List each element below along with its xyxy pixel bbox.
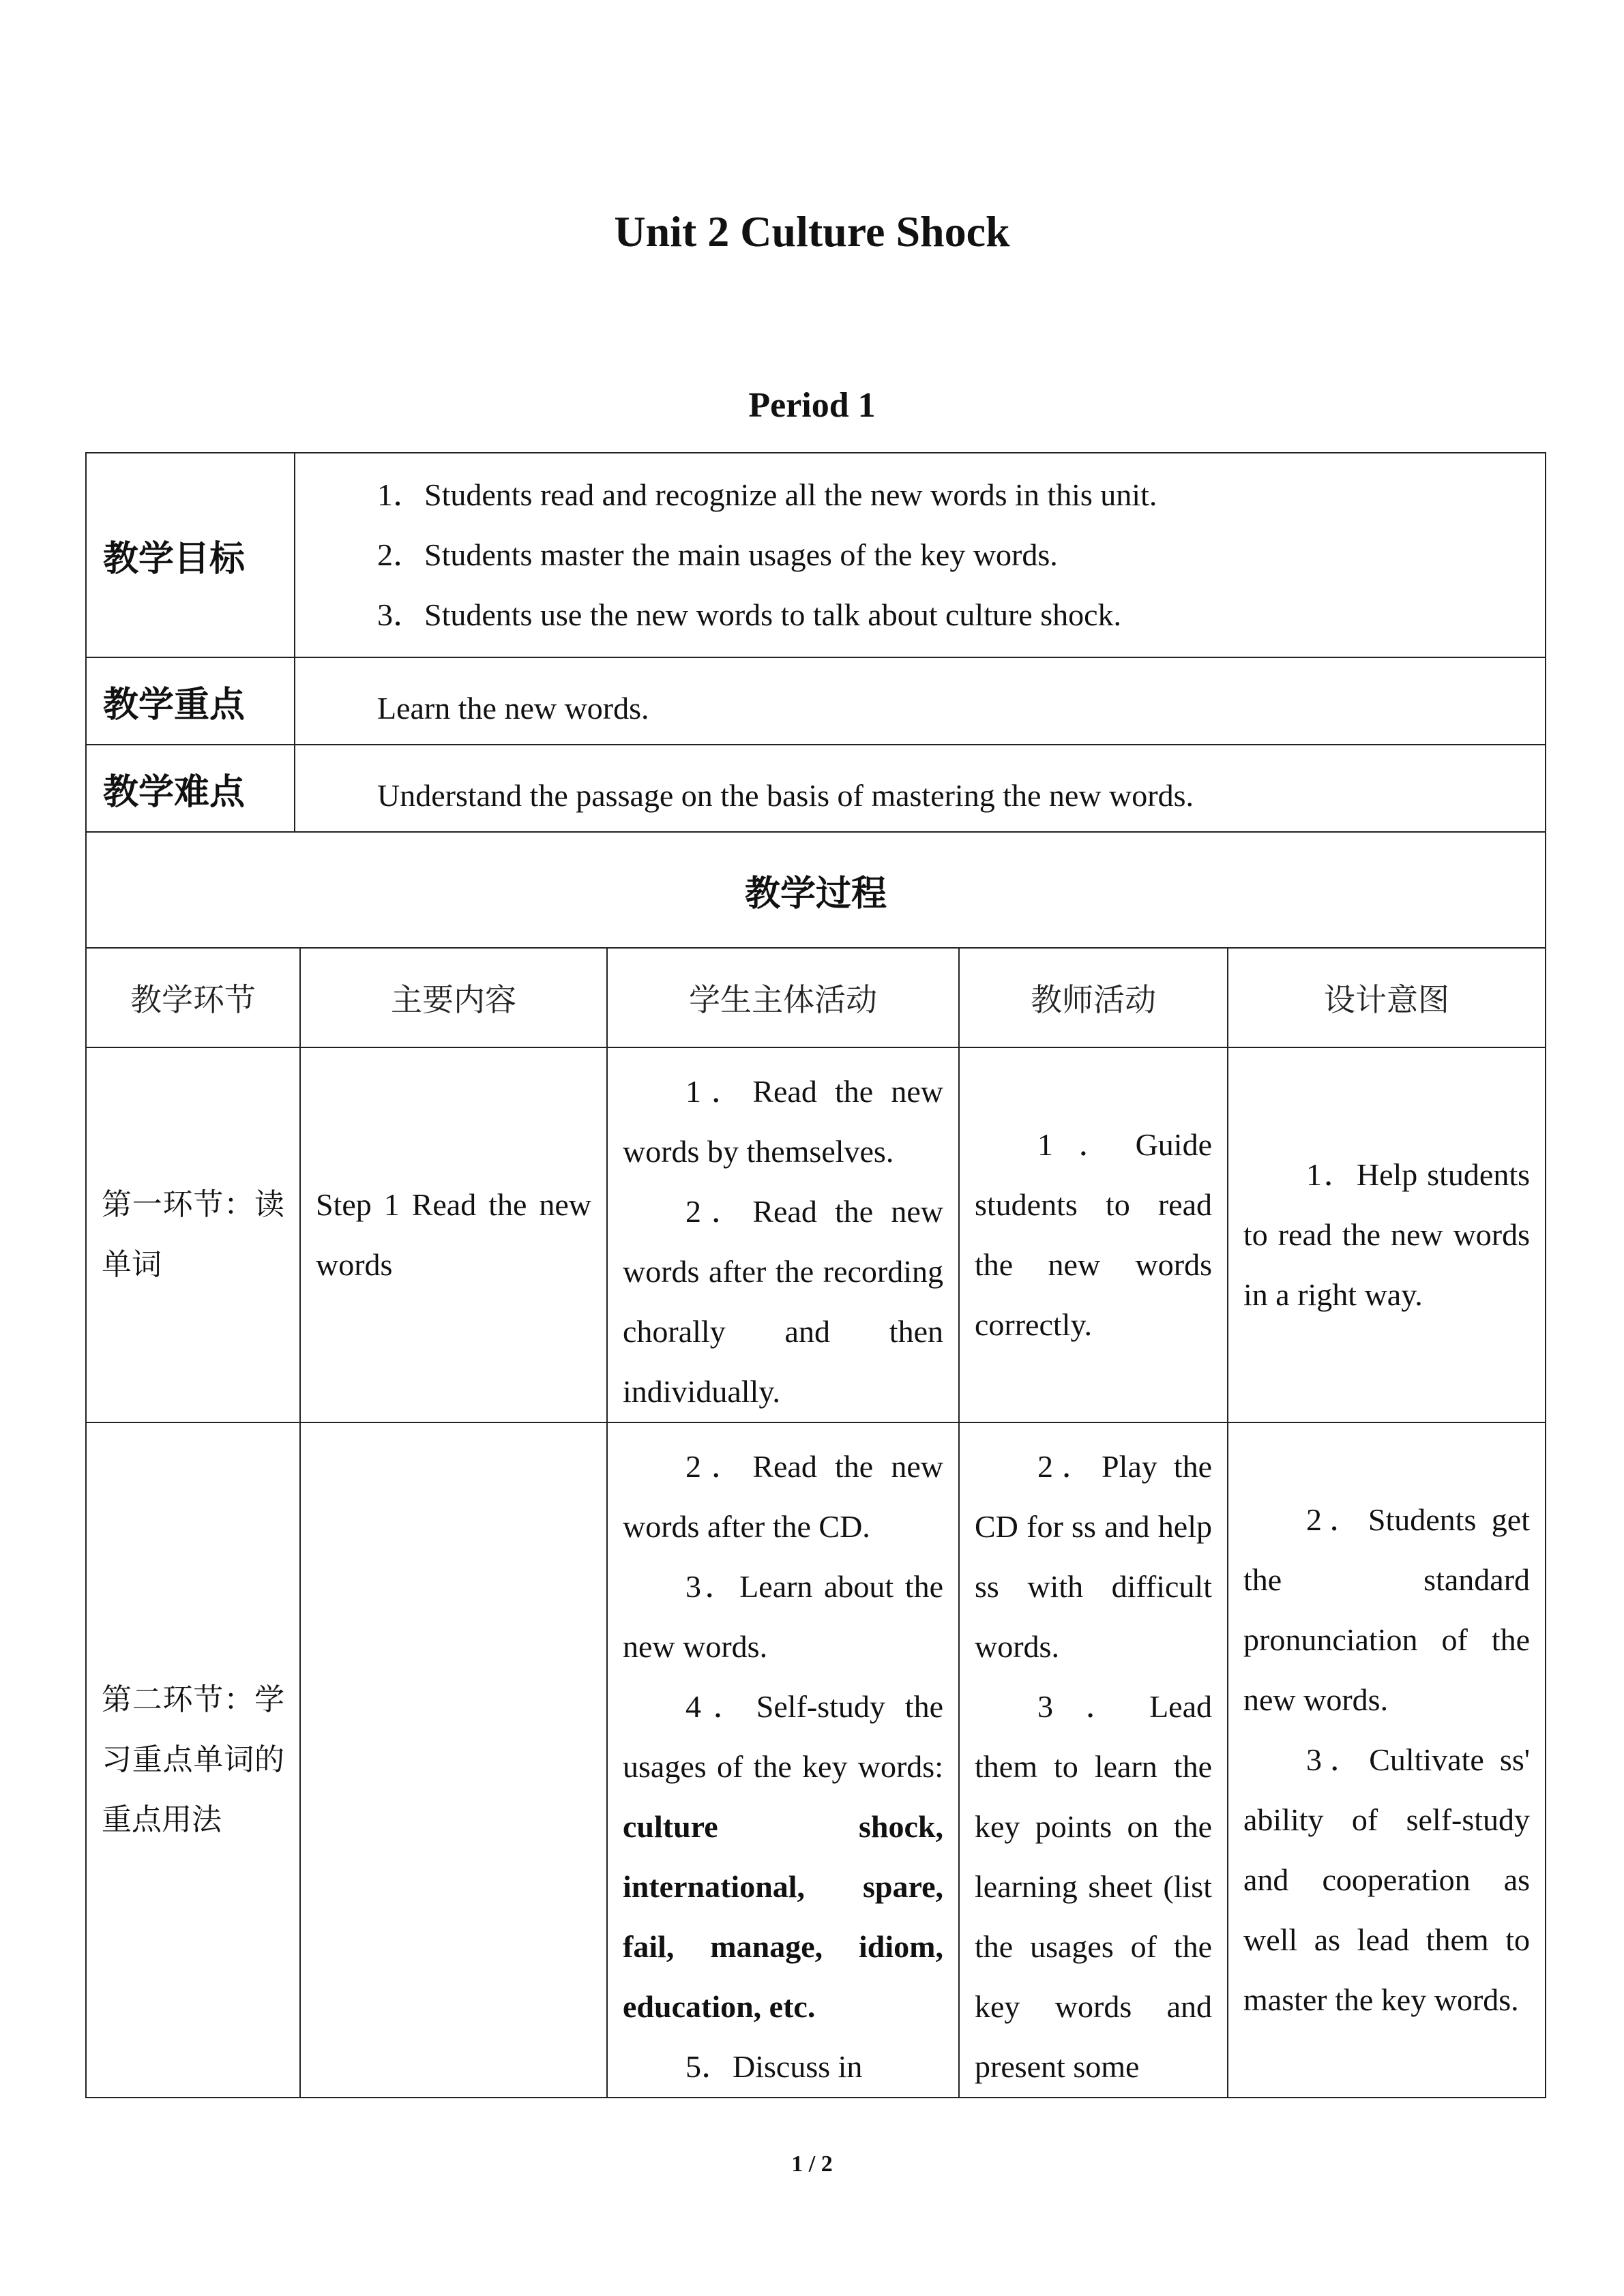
- difficulties-text: Understand the passage on the basis of mastering the new words.: [295, 745, 1546, 832]
- objective-item: 1．Students read and recognize all the new words in this unit.: [377, 477, 1157, 512]
- student-activity: 3．Learn about the new words.: [623, 1569, 943, 1664]
- stage-cell: 第二环节：学习重点单词的重点用法: [86, 1422, 300, 2098]
- key-words: culture shock, international, spare, fail, manage, idiom, education, etc.: [623, 1809, 943, 2024]
- key-points-text: Learn the new words.: [295, 657, 1546, 745]
- content-cell: Step 1 Read the new words: [300, 1047, 607, 1422]
- objective-item: 2．Students master the main usages of the key words.: [377, 537, 1058, 572]
- column-header-intent: 设计意图: [1228, 948, 1546, 1047]
- table-row: [86, 1422, 1546, 2098]
- student-activity: [623, 1677, 943, 2037]
- student-activity: 1．Read the new words by themselves.: [623, 1074, 943, 1169]
- student-activity: 2．Read the new words after the CD.: [623, 1449, 943, 1544]
- column-header-row: [86, 948, 1546, 1047]
- student-activity: 5．Discuss in: [685, 2049, 863, 2084]
- overview-table: [85, 452, 1546, 833]
- table-row: [86, 1047, 1546, 1422]
- student-activity: 2．Read the new words after the recording chorally and then individually.: [623, 1194, 943, 1409]
- process-heading: 教学过程: [86, 832, 1546, 948]
- objectives-content: [295, 453, 1546, 657]
- difficulties-label: 教学难点: [86, 745, 295, 832]
- content-cell: [300, 1422, 607, 2098]
- key-points-row: [86, 657, 1546, 745]
- design-intent-cell: [1228, 1422, 1546, 2098]
- document-title: Unit 2 Culture Shock: [614, 207, 1010, 256]
- column-header-content: 主要内容: [300, 948, 607, 1047]
- page-number: 1 / 2: [791, 2151, 833, 2177]
- objective-item: 3．Students use the new words to talk about culture shock.: [377, 597, 1122, 632]
- objectives-label: 教学目标: [86, 453, 295, 657]
- teacher-activity-cell: [959, 1047, 1228, 1422]
- process-heading-row: [86, 832, 1546, 948]
- teacher-activity: 1．Guide students to read the new words correctly.: [975, 1127, 1212, 1342]
- process-table: [85, 831, 1546, 2098]
- design-intent: 3．Cultivate ss' ability of self-study and cooperation as well as lead them to master the key words.: [1243, 1742, 1531, 2017]
- student-activity-text: 4．Self-study the usages of the key words:: [623, 1689, 943, 1784]
- column-header-stage: 教学环节: [86, 948, 300, 1047]
- student-activity-cell: [607, 1422, 959, 2098]
- design-intent-cell: [1228, 1047, 1546, 1422]
- difficulties-row: [86, 745, 1546, 832]
- teacher-activity-cell: [959, 1422, 1228, 2098]
- design-intent: 2．Students get the standard pronunciation of the new words.: [1243, 1502, 1531, 1717]
- key-points-label: 教学重点: [86, 657, 295, 745]
- column-header-student: 学生主体活动: [607, 948, 959, 1047]
- student-activity-cell: [607, 1047, 959, 1422]
- objectives-row: [86, 453, 1546, 657]
- teacher-activity: 3．Lead them to learn the key points on the learning sheet (list the usages of the key words and present some: [975, 1689, 1212, 2084]
- stage-cell: 第一环节：读单词: [86, 1047, 300, 1422]
- column-header-teacher: 教师活动: [959, 948, 1228, 1047]
- teacher-activity: 2．Play the CD for ss and help ss with difficult words.: [975, 1449, 1212, 1664]
- period-heading: Period 1: [748, 386, 876, 425]
- design-intent: 1．Help students to read the new words in a right way.: [1243, 1157, 1531, 1312]
